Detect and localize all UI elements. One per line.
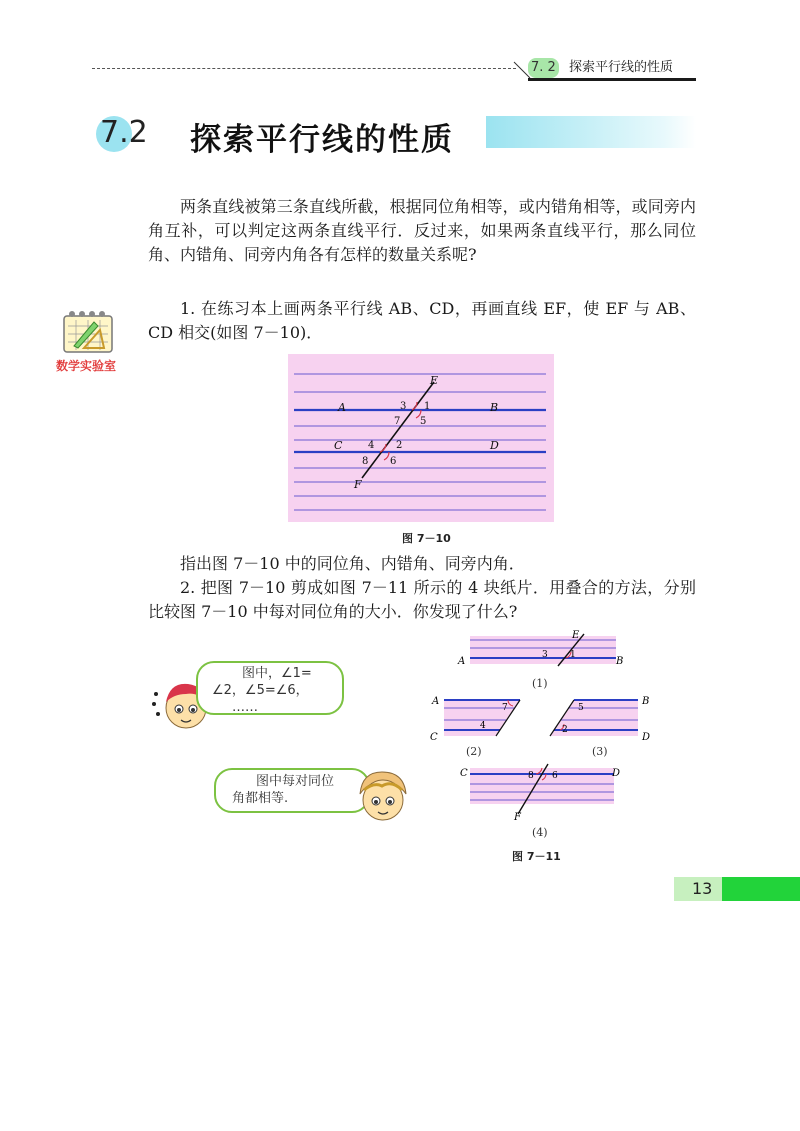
bubble1-line3: ……: [232, 700, 258, 715]
subfig-2-caption: (2): [466, 745, 482, 758]
label-A: A: [338, 401, 346, 414]
bubble2-line2: 角都相等.: [232, 791, 289, 806]
figure-7-10: [288, 354, 554, 522]
running-header: [528, 58, 696, 81]
p3-angle-2: 2: [562, 725, 568, 735]
p4-angle-6: 6: [552, 771, 558, 781]
figure-7-11-piece-2: [428, 694, 528, 740]
math-lab-icon: [60, 308, 116, 354]
label-E: E: [430, 374, 439, 387]
p2-angle-7: 7: [502, 703, 508, 713]
subfig-3-caption: (3): [592, 745, 608, 758]
p2-angle-4: 4: [480, 721, 486, 731]
section-title: 探索平行线的性质: [190, 122, 454, 158]
p1-label-A: A: [458, 656, 466, 667]
point-out-paragraph: 指出图 7－10 中的同位角、内错角、同旁内角．: [180, 554, 525, 573]
title-gradient-bar: [486, 116, 696, 148]
header-section-number: 7. 2: [528, 58, 559, 78]
header-section-title: 探索平行线的性质: [568, 60, 673, 75]
angle-1: 1: [424, 401, 431, 412]
figure-7-11-piece-4: [456, 760, 626, 822]
figure-7-11-piece-1: [456, 626, 626, 672]
step2-paragraph: 2. 把图 7－10 剪成如图 7－11 所示的 4 块纸片．用叠合的方法，分别比较图 7－10 中每对同位角的大小．你发现了什么?: [148, 578, 696, 621]
p3-label-B: B: [642, 696, 650, 707]
p2-label-C: C: [430, 732, 438, 740]
subfig-4-caption: (4): [532, 826, 548, 839]
p2-label-A: A: [432, 696, 440, 707]
angle-8: 8: [362, 456, 369, 467]
p1-angle-1: 1: [570, 650, 576, 660]
bubble1-line1: 图中，∠1=: [242, 666, 312, 681]
page-number: 13: [692, 879, 713, 898]
angle-2: 2: [396, 440, 403, 451]
speech-bubble-1: [196, 661, 344, 715]
p1-label-B: B: [616, 656, 624, 667]
label-B: B: [490, 401, 499, 414]
p4-label-D: D: [612, 768, 621, 779]
p3-angle-5: 5: [578, 703, 584, 713]
section-number: 7.2: [100, 115, 148, 150]
p4-label-C: C: [460, 768, 468, 779]
subfig-1-caption: (1): [532, 677, 548, 690]
intro-paragraph: 两条直线被第三条直线所截，根据同位角相等，或内错角相等，或同旁内角互补，可以判定这两条直线平行．反过来，如果两条直线平行，那么同位角、内错角、同旁内角各有怎样的数量关系呢?: [148, 197, 696, 264]
angle-7: 7: [394, 416, 401, 427]
speech-bubble-2: [214, 768, 370, 813]
figure-7-11-piece-3: [546, 694, 656, 740]
bubble2-line1: 图中每对同位: [256, 774, 335, 789]
p1-label-E: E: [572, 630, 580, 641]
angle-6: 6: [390, 456, 397, 467]
label-F: F: [354, 478, 362, 491]
angle-3: 3: [400, 401, 407, 412]
math-lab-label: 数学实验室: [56, 359, 117, 373]
p4-label-F: F: [514, 812, 521, 822]
angle-4: 4: [368, 440, 375, 451]
figure-7-10-caption: 图 7－10: [402, 532, 451, 545]
p4-angle-8: 8: [528, 771, 534, 781]
step1-paragraph: 1. 在练习本上画两条平行线 AB、CD，再画直线 EF，使 EF 与 AB、CD 相交(如图 7－10)．: [148, 299, 696, 342]
label-C: C: [334, 439, 343, 452]
label-D: D: [490, 439, 499, 452]
p1-angle-3: 3: [542, 650, 548, 660]
header-dashed-rule: [92, 68, 516, 69]
student-character-2-icon: [350, 768, 412, 824]
figure-7-11-caption: 图 7－11: [512, 850, 561, 863]
angle-5: 5: [420, 416, 427, 427]
paper-background: [288, 354, 554, 522]
bubble1-line2: ∠2，∠5=∠6，: [212, 683, 309, 698]
p3-label-D: D: [642, 732, 651, 740]
